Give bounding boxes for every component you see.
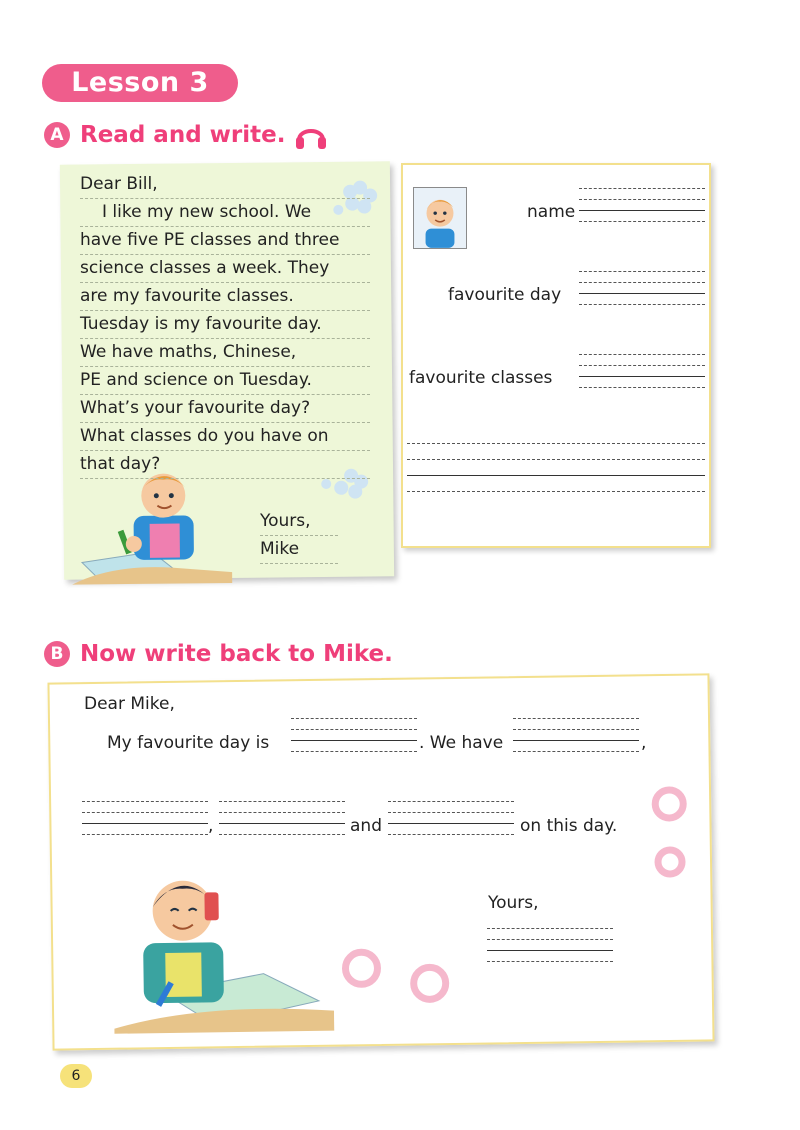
flower-decoration xyxy=(333,941,464,1013)
letter-line: science classes a week. They xyxy=(80,255,370,283)
section-a-header xyxy=(44,120,327,150)
reply-greeting: Dear Mike, xyxy=(84,694,175,714)
reply-and: and xyxy=(350,816,382,836)
letter-line: are my favourite classes. xyxy=(80,283,370,311)
letter-line: We have maths, Chinese, xyxy=(80,339,370,367)
letter-line: What’s your favourite day? xyxy=(80,395,370,423)
favourite-day-write-lines[interactable] xyxy=(579,261,705,305)
field-label-name: name xyxy=(527,202,576,222)
reply-comma: , xyxy=(641,733,647,753)
headphones-icon[interactable] xyxy=(295,120,327,150)
favourite-classes-write-lines[interactable] xyxy=(579,344,705,388)
class-blank-4[interactable] xyxy=(388,791,514,835)
flower-decoration xyxy=(647,780,699,891)
section-b-title: Now write back to Mike. xyxy=(80,641,393,667)
class-blank-3[interactable] xyxy=(219,791,345,835)
letter-line: Dear Bill, xyxy=(80,171,370,199)
section-b-header xyxy=(44,641,393,667)
letter-line: PE and science on Tuesday. xyxy=(80,367,370,395)
letter-closing: Yours, xyxy=(260,508,338,536)
section-b-letter: B xyxy=(44,641,70,667)
letter-line: have five PE classes and three xyxy=(80,227,370,255)
boy-on-phone-illustration xyxy=(112,861,334,1034)
field-label-favourite-day: favourite day xyxy=(448,285,562,305)
letter-line: I like my new school. We xyxy=(80,199,370,227)
letter-line: that day? xyxy=(80,451,370,479)
favourite-classes-long-lines[interactable] xyxy=(407,428,705,492)
letter-body xyxy=(80,171,370,479)
reply-comma-mid: , xyxy=(208,816,214,836)
class-blank-1[interactable] xyxy=(513,708,639,752)
reply-on-this-day: on this day. xyxy=(520,816,618,836)
boy-writing-illustration xyxy=(71,463,232,585)
reply-sentence-start: My favourite day is xyxy=(107,733,270,753)
letter-line: What classes do you have on xyxy=(80,423,370,451)
name-write-lines[interactable] xyxy=(579,178,705,222)
letter-signature: Mike xyxy=(260,536,338,564)
favourite-day-blank[interactable] xyxy=(291,708,417,752)
reply-we-have: . We have xyxy=(419,733,504,753)
field-label-favourite-classes: favourite classes xyxy=(409,368,553,388)
section-a-letter: A xyxy=(44,122,70,148)
lesson-title: Lesson 3 xyxy=(42,64,238,102)
reply-closing: Yours, xyxy=(488,893,539,913)
mike-portrait xyxy=(413,187,467,249)
signature-blank[interactable] xyxy=(487,918,613,962)
page-number: 6 xyxy=(60,1064,92,1088)
class-blank-2[interactable] xyxy=(82,791,208,835)
letter-signoff xyxy=(260,508,338,564)
letter-line: Tuesday is my favourite day. xyxy=(80,311,370,339)
section-a-title: Read and write. xyxy=(80,122,286,148)
